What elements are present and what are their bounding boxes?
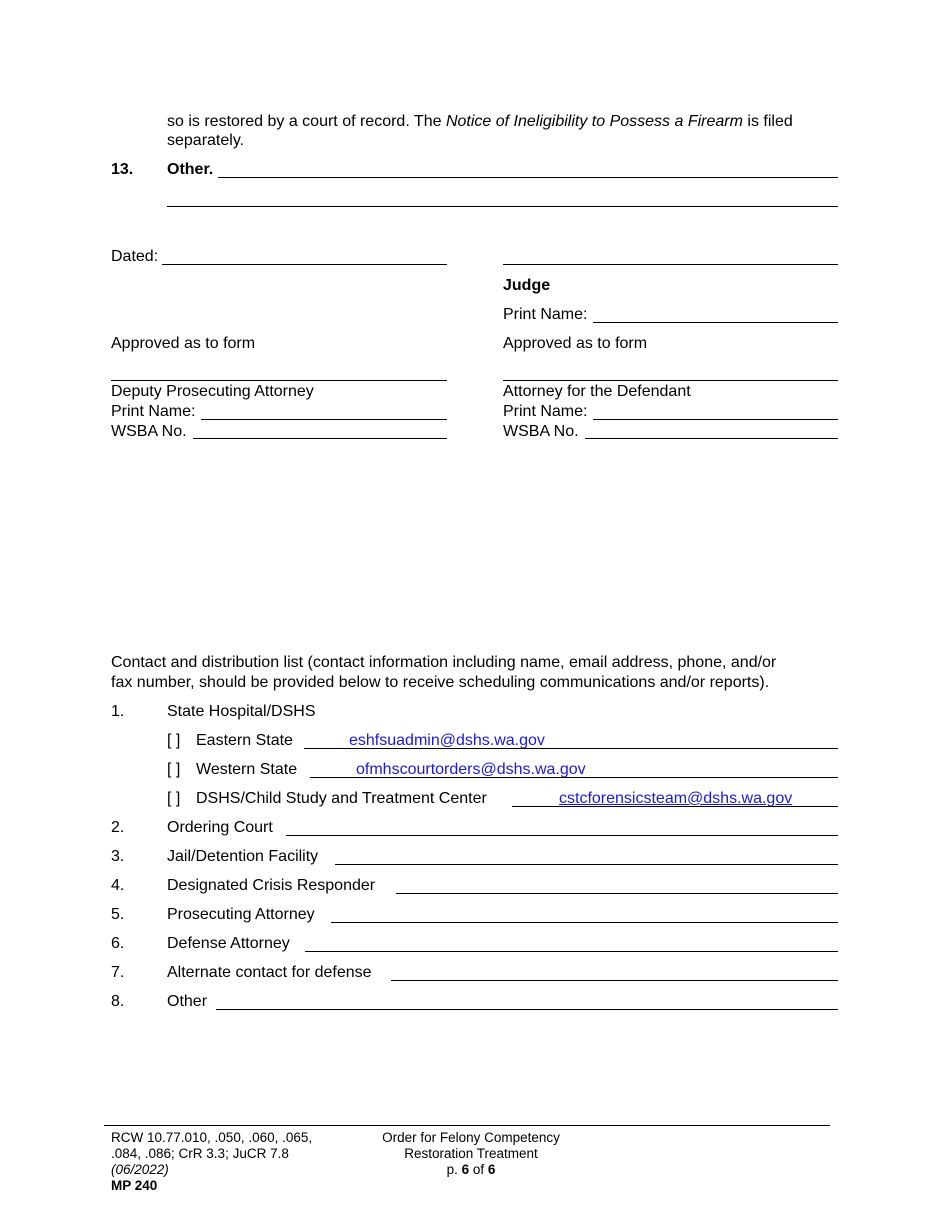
western-state-checkbox[interactable]: [ ] xyxy=(167,761,181,778)
footer-title-line-1: Order for Felony Competency xyxy=(382,1130,560,1145)
defense-signature-line[interactable] xyxy=(503,380,838,381)
contact-item-2-number: 2. xyxy=(111,819,125,836)
defense-print-name-label: Print Name: xyxy=(503,403,588,420)
item-13-number: 13. xyxy=(111,161,134,178)
jail-detention-field[interactable] xyxy=(335,864,838,865)
eastern-state-email[interactable]: eshfsuadmin@dshs.wa.gov xyxy=(349,732,545,749)
contact-item-4-number: 4. xyxy=(111,877,125,894)
contact-intro-line-1: Contact and distribution list (contact information including name, email address, phone, and/or xyxy=(111,654,777,671)
crisis-responder-field[interactable] xyxy=(396,893,838,894)
contact-item-8-label: Other xyxy=(167,993,208,1010)
alternate-contact-field[interactable] xyxy=(391,980,838,981)
footer-rcw-block xyxy=(111,1130,312,1194)
dated-label: Dated: xyxy=(111,248,159,265)
footer-title-line-2: Restoration Treatment xyxy=(404,1146,538,1161)
footer-form-id: MP 240 xyxy=(111,1178,158,1193)
contact-item-6-label: Defense Attorney xyxy=(167,935,290,952)
footer-date: (06/2022) xyxy=(111,1162,169,1177)
dated-field[interactable] xyxy=(162,264,447,265)
intro-line-1: so is restored by a court of record. The Notice of Ineligibility to Possess a Firearm is filed xyxy=(167,113,793,130)
item-13-field-line-2[interactable] xyxy=(167,206,838,207)
footer-divider xyxy=(104,1125,830,1126)
contact-item-4-label: Designated Crisis Responder xyxy=(167,877,376,894)
prosecutor-wsba-field[interactable] xyxy=(193,438,447,439)
judge-print-name-field[interactable] xyxy=(593,322,838,323)
item-13-label: Other. xyxy=(167,161,214,178)
defense-attorney-field[interactable] xyxy=(305,951,838,952)
prosecutor-print-name-field[interactable] xyxy=(201,419,447,420)
western-state-label: Western State xyxy=(196,761,298,778)
approved-right-label: Approved as to form xyxy=(503,335,648,352)
judge-signature-line[interactable] xyxy=(503,264,838,265)
prosecutor-signature-line[interactable] xyxy=(111,380,447,381)
cstc-field[interactable] xyxy=(512,806,838,807)
contact-intro-line-2: fax number, should be provided below to receive scheduling communications and/or reports). xyxy=(111,674,770,691)
cstc-checkbox[interactable]: [ ] xyxy=(167,790,181,807)
western-state-email[interactable]: ofmhscourtorders@dshs.wa.gov xyxy=(356,761,586,778)
other-contact-field[interactable] xyxy=(216,1009,838,1010)
footer-title-block xyxy=(361,1130,581,1178)
prosecutor-print-name-label: Print Name: xyxy=(111,403,196,420)
judge-label: Judge xyxy=(503,277,551,294)
footer-page-number: p. 6 of 6 xyxy=(446,1162,496,1177)
contact-item-3-label: Jail/Detention Facility xyxy=(167,848,319,865)
contact-item-2-label: Ordering Court xyxy=(167,819,273,836)
footer-rcw-line-2: .084, .086; CrR 3.3; JuCR 7.8 xyxy=(111,1146,289,1161)
defense-title: Attorney for the Defendant xyxy=(503,383,691,400)
cstc-label: DSHS/Child Study and Treatment Center xyxy=(196,790,487,807)
eastern-state-field[interactable] xyxy=(304,748,838,749)
contact-item-1-label: State Hospital/DSHS xyxy=(167,703,316,720)
contact-item-3-number: 3. xyxy=(111,848,125,865)
approved-left-label: Approved as to form xyxy=(111,335,256,352)
defense-wsba-label: WSBA No. xyxy=(503,423,579,440)
judge-print-name-label: Print Name: xyxy=(503,306,588,323)
intro-line-2: separately. xyxy=(167,132,245,149)
contact-item-8-number: 8. xyxy=(111,993,125,1010)
defense-print-name-field[interactable] xyxy=(593,419,838,420)
contact-item-5-label: Prosecuting Attorney xyxy=(167,906,315,923)
contact-item-5-number: 5. xyxy=(111,906,125,923)
contact-item-7-number: 7. xyxy=(111,964,125,981)
contact-item-6-number: 6. xyxy=(111,935,125,952)
eastern-state-label: Eastern State xyxy=(196,732,293,749)
footer-rcw-line-1: RCW 10.77.010, .050, .060, .065, xyxy=(111,1130,313,1145)
ordering-court-field[interactable] xyxy=(286,835,838,836)
item-13-field-line-1[interactable] xyxy=(218,177,838,178)
contact-item-7-label: Alternate contact for defense xyxy=(167,964,372,981)
cstc-email[interactable]: cstcforensicsteam@dshs.wa.gov xyxy=(559,790,793,807)
prosecutor-title: Deputy Prosecuting Attorney xyxy=(111,383,314,400)
prosecutor-wsba-label: WSBA No. xyxy=(111,423,187,440)
western-state-field[interactable] xyxy=(310,777,838,778)
prosecuting-attorney-field[interactable] xyxy=(331,922,838,923)
contact-item-1-number: 1. xyxy=(111,703,125,720)
defense-wsba-field[interactable] xyxy=(585,438,838,439)
eastern-state-checkbox[interactable]: [ ] xyxy=(167,732,181,749)
